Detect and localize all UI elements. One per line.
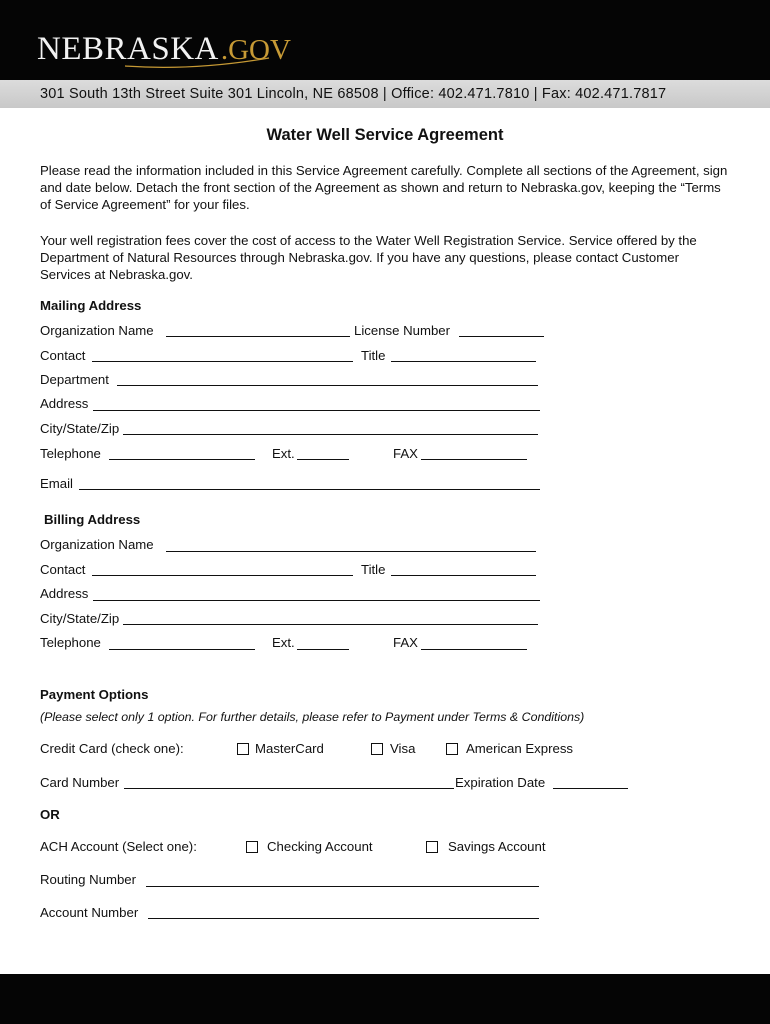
mailing-city-state-zip-field[interactable] [123,434,538,435]
mailing-ext-label: Ext. [272,446,295,461]
email-label: Email [40,476,73,491]
billing-city-state-zip-label: City/State/Zip [40,611,120,626]
mailing-telephone-field[interactable] [109,459,255,460]
billing-contact-label: Contact [40,562,86,577]
license-number-label: License Number [354,323,451,338]
billing-contact-field[interactable] [92,575,353,576]
office-address: 301 South 13th Street Suite 301 Lincoln, NE 68508 | Office: 402.471.7810 | Fax: 402.471.7817 [40,86,667,102]
license-number-field[interactable] [459,336,544,337]
expiration-date-label: Expiration Date [455,775,546,790]
routing-number-label: Routing Number [40,872,137,887]
payment-options-heading: Payment Options [40,687,149,702]
mailing-address-field[interactable] [93,410,540,411]
page-header [0,0,770,80]
account-number-label: Account Number [40,905,139,920]
intro-paragraph-2: Your well registration fees cover the cost of access to the Water Well Registration Service. Service offered by the Department of Natural Resources through Nebraska.gov. If you have any questions, please contact Customer Services at Nebraska.gov. [40,233,697,282]
department-label: Department [40,372,109,387]
mailing-fax-label: FAX [393,446,418,461]
billing-address-heading: Billing Address [44,512,141,527]
mailing-contact-field[interactable] [92,361,353,362]
payment-note: (Please select only 1 option. For further details, please refer to Payment under Terms & Conditions) [40,710,585,724]
department-field[interactable] [117,385,538,386]
account-number-field[interactable] [148,918,539,919]
billing-city-state-zip-field[interactable] [123,624,538,625]
mailing-telephone-label: Telephone [40,446,101,461]
billing-telephone-field[interactable] [109,649,255,650]
american-express-checkbox[interactable] [446,743,458,755]
american-express-label: American Express [466,741,574,756]
mailing-address-heading: Mailing Address [40,298,142,313]
logo-main-text: NEBRASKA [37,31,219,67]
email-field[interactable] [79,489,540,490]
billing-ext-field[interactable] [297,649,349,650]
mailing-contact-label: Contact [40,348,86,363]
credit-card-label: Credit Card (check one): [40,741,184,756]
billing-title-label: Title [361,562,386,577]
billing-title-field[interactable] [391,575,536,576]
savings-account-label: Savings Account [448,839,546,854]
savings-account-checkbox[interactable] [426,841,438,853]
billing-telephone-label: Telephone [40,635,101,650]
card-number-label: Card Number [40,775,120,790]
mailing-organization-label: Organization Name [40,323,154,338]
address-bar [0,80,770,108]
mastercard-label: MasterCard [255,741,324,756]
billing-organization-field[interactable] [166,551,536,552]
checking-account-checkbox[interactable] [246,841,258,853]
ach-account-label: ACH Account (Select one): [40,839,197,854]
logo-swoosh-icon [123,57,273,71]
intro-paragraph-1: Please read the information included in this Service Agreement carefully. Complete all sections of the Agreement, sign and date below. Detach the front section of the Agreement as shown and return to Nebraska.gov, keeping the “Terms of Service Agreement” for your files. [40,163,728,212]
mailing-title-field[interactable] [391,361,536,362]
mailing-title-label: Title [361,348,386,363]
card-number-field[interactable] [124,788,454,789]
visa-checkbox[interactable] [371,743,383,755]
mastercard-checkbox[interactable] [237,743,249,755]
billing-fax-label: FAX [393,635,418,650]
mailing-city-state-zip-label: City/State/Zip [40,421,120,436]
document-title: Water Well Service Agreement [266,126,504,144]
checking-account-label: Checking Account [267,839,373,854]
billing-ext-label: Ext. [272,635,295,650]
routing-number-field[interactable] [146,886,539,887]
billing-address-field[interactable] [93,600,540,601]
mailing-fax-field[interactable] [421,459,527,460]
page-footer-bar [0,974,770,1024]
mailing-ext-field[interactable] [297,459,349,460]
billing-fax-field[interactable] [421,649,527,650]
or-separator: OR [40,807,60,822]
visa-label: Visa [390,741,416,756]
billing-address-label: Address [40,586,89,601]
mailing-organization-field[interactable] [166,336,350,337]
mailing-address-label: Address [40,396,89,411]
logo-gov-text: .GOV [220,34,291,66]
billing-organization-label: Organization Name [40,537,154,552]
nebraska-gov-logo [37,31,291,67]
expiration-date-field[interactable] [553,788,628,789]
